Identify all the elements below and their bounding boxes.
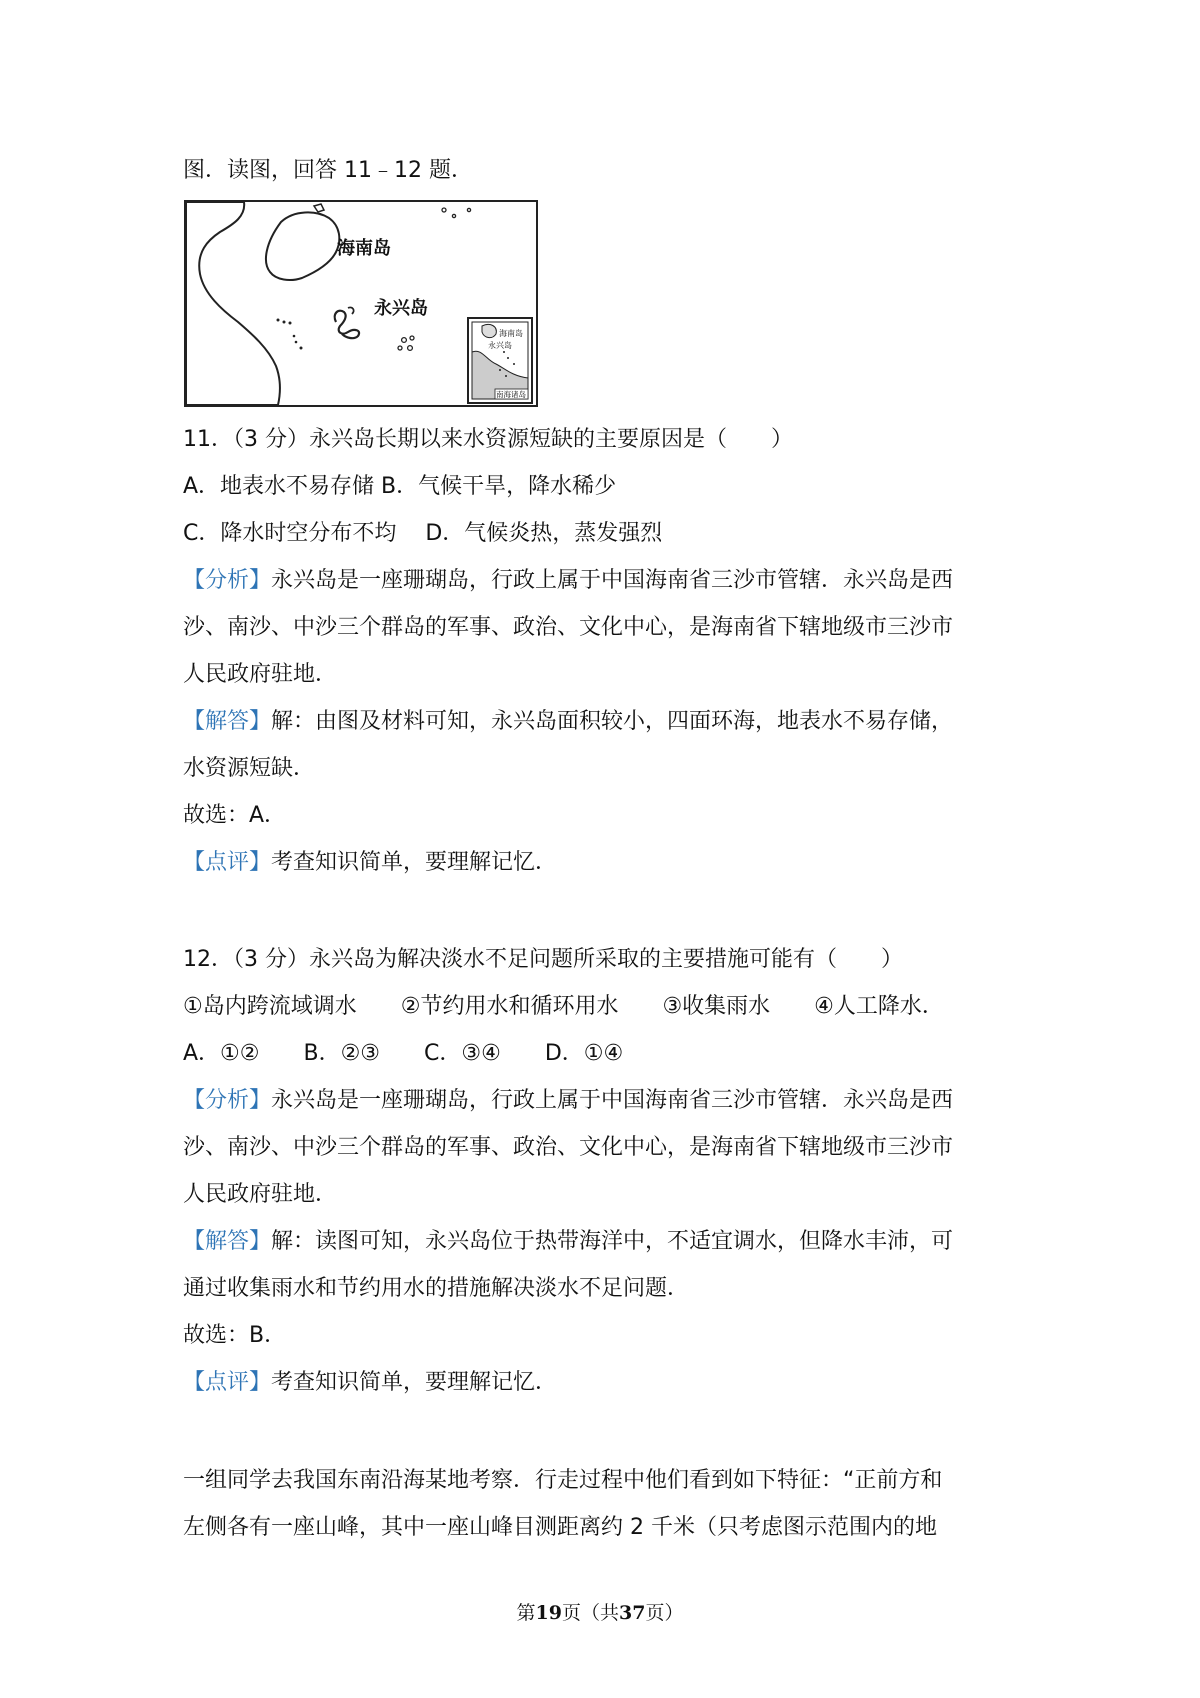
q12-choice: 故选：B． (183, 1323, 287, 1348)
page-footer: 第19页（共37页） (516, 1602, 684, 1624)
map-figure (184, 200, 538, 407)
inset-label-nanhai: 南海诸岛 (496, 390, 526, 399)
total-page-count: 37 (619, 1602, 646, 1624)
q11-options-ab: A．地表水不易存储 B．气候干旱，降水稀少 (183, 474, 617, 499)
q11-stem: 11．（3 分）永兴岛长期以来水资源短缺的主要原因是（ ） (183, 427, 793, 452)
q11-answer-tag: 【解答】 (183, 709, 272, 734)
q12-comment-tag: 【点评】 (183, 1370, 272, 1395)
q12-analysis-line-3: 人民政府驻地． (183, 1182, 338, 1207)
next-question-line-2: 左侧各有一座山峰，其中一座山峰目测距离约 2 千米（只考虑图示范围内的地 (183, 1515, 937, 1540)
q12-comment: 【点评】考查知识简单，要理解记忆． (183, 1370, 558, 1395)
q11-analysis-line-3: 人民政府驻地． (183, 662, 338, 687)
hainan-island-shape (266, 212, 339, 280)
q12-analysis-line-1: 【分析】永兴岛是一座珊瑚岛，行政上属于中国海南省三沙市管辖．永兴岛是西 (183, 1088, 954, 1113)
q11-answer-line-2: 水资源短缺． (183, 756, 316, 781)
q12-answer-tag: 【解答】 (183, 1229, 272, 1254)
next-question-line-1: 一组同学去我国东南沿海某地考察．行走过程中他们看到如下特征：“正前方和 (183, 1468, 943, 1493)
q12-answer-line-1: 【解答】解：读图可知，永兴岛位于热带海洋中，不适宜调水，但降水丰沛，可 (183, 1229, 954, 1254)
q11-analysis-line-1: 【分析】永兴岛是一座珊瑚岛，行政上属于中国海南省三沙市管辖．永兴岛是西 (183, 568, 954, 593)
q11-comment: 【点评】考查知识简单，要理解记忆． (183, 850, 558, 875)
q12-options: A．①② B．②③ C．③④ D．①④ (183, 1041, 624, 1066)
q12-analysis-tag: 【分析】 (183, 1088, 272, 1113)
inset-map (468, 318, 532, 403)
yongxing-label: 永兴岛 (374, 298, 428, 319)
q12-analysis-line-2: 沙、南沙、中沙三个群岛的军事、政治、文化中心，是海南省下辖地级市三沙市 (183, 1135, 954, 1160)
q11-analysis-line-2: 沙、南沙、中沙三个群岛的军事、政治、文化中心，是海南省下辖地级市三沙市 (183, 615, 954, 640)
inset-label-yongxing: 永兴岛 (488, 341, 512, 350)
mainland-coast (186, 202, 280, 405)
q11-comment-tag: 【点评】 (183, 850, 272, 875)
q12-measures: ①岛内跨流域调水 ②节约用水和循环用水 ③收集雨水 ④人工降水． (183, 994, 944, 1019)
map-drawing (186, 202, 536, 405)
q12-answer-line-2: 通过收集雨水和节约用水的措施解决淡水不足问题． (183, 1276, 690, 1301)
q11-analysis-tag: 【分析】 (183, 568, 272, 593)
hainan-label: 海南岛 (337, 238, 391, 259)
q11-answer-line-1: 【解答】解：由图及材料可知，永兴岛面积较小，四面环海，地表水不易存储， (183, 709, 954, 734)
intro-text: 图．读图，回答 11﹣12 题． (183, 158, 473, 183)
q11-choice: 故选：A． (183, 803, 287, 828)
inset-label-hainan: 海南岛 (499, 329, 523, 338)
current-page-number: 19 (535, 1602, 562, 1624)
q12-stem: 12．（3 分）永兴岛为解决淡水不足问题所采取的主要措施可能有（ ） (183, 947, 903, 972)
q11-options-cd: C．降水时空分布不均 D．气候炎热，蒸发强烈 (183, 521, 663, 546)
yongxing-island-shape (335, 311, 359, 338)
